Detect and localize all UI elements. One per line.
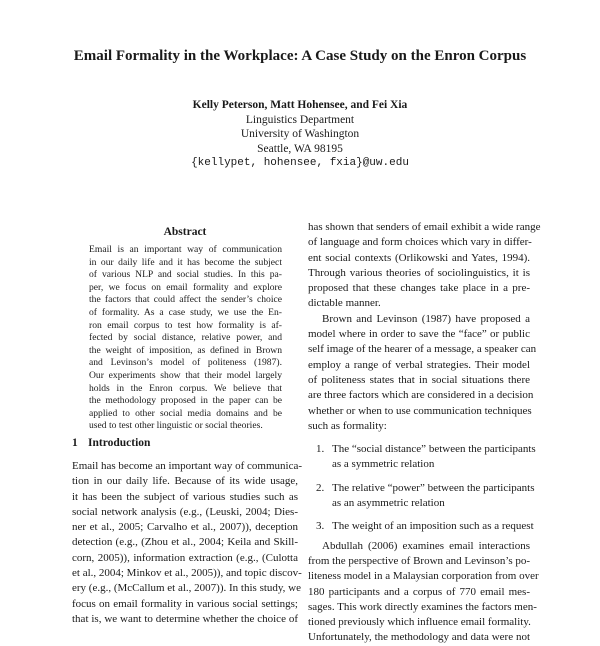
body-line: Through various theories of sociolinguistics, it is: [308, 266, 530, 279]
abstract-line: holds in the Enron corpus. We believe that: [89, 382, 282, 394]
abstract-line: and Levinson’s model of politeness (1987).: [89, 357, 282, 369]
list-number: 2.: [316, 481, 325, 494]
body-line: whether or when to use communication techniques: [308, 404, 532, 417]
body-line: model where in order to save the “face” or public: [308, 328, 530, 341]
abstract-line: the factors that could affect the sender’s choice: [89, 294, 282, 306]
abstract-line: ron email corpus to test how formality is af-: [89, 319, 282, 331]
section-heading-introduction: [72, 436, 298, 450]
abstract-text: [89, 244, 282, 433]
abstract-line: the methodology proposed in the paper can be: [89, 395, 282, 407]
list-line: The weight of an imposition such as a request: [332, 520, 534, 533]
body-line: 180 participants and a corpus of 770 email mes-: [308, 585, 530, 598]
body-line: are three factors which are considered in a decision: [308, 389, 534, 402]
body-line: proposed that these changes take place in a pre-: [308, 282, 530, 295]
list-item: [308, 481, 535, 512]
body-line: Email has become an important way of communica-: [72, 460, 303, 472]
list-line: as an asymmetric relation: [332, 497, 445, 510]
body-line: tion in our daily life. Because of its wide usage,: [72, 475, 298, 488]
body-line: ent social contexts (Orlikowski and Yates, 1994).: [308, 251, 530, 264]
body-line: corn, 2005)), information extraction (e.g., (Culotta: [72, 551, 298, 564]
abstract-line: of various NLP and social studies. In this pa-: [89, 269, 282, 281]
section-number: 1: [72, 437, 78, 449]
abstract-line: in our daily life and it has become the subject: [89, 256, 282, 268]
paper-title: Email Formality in the Workplace: A Case Study on the Enron Corpus: [73, 48, 527, 64]
list-line: as a symmetric relation: [332, 458, 435, 471]
body-line: self image of the hearer of a message, a speaker can: [308, 343, 537, 356]
paragraph-1: [308, 220, 541, 312]
affiliation-university: University of Washington: [240, 128, 360, 140]
introduction-text: [72, 459, 303, 627]
list-line: The “social distance” between the participants: [332, 443, 536, 456]
author-email: {kellypet, hohensee, fxia}@uw.edu: [191, 157, 409, 169]
body-line: tioned previously which influence email formality.: [308, 616, 531, 629]
body-line: detection (e.g., (Zhou et al., 2004; Keila and Skill-: [72, 536, 298, 549]
list-number: 1.: [316, 443, 325, 456]
body-line: from the perspective of Brown and Levinson’s po-: [308, 554, 531, 567]
abstract-line: per, we focus on email formality and explore: [89, 281, 282, 293]
body-line: dictable manner.: [308, 297, 381, 310]
abstract-heading: Abstract: [163, 226, 207, 238]
abstract-line: applied to other social media domains and be: [89, 407, 282, 419]
body-line: Abdullah (2006) examines email interactions: [322, 539, 530, 552]
list-item: [308, 519, 534, 534]
paragraph-2: [308, 312, 537, 434]
body-line: Brown and Levinson (1987) have proposed a: [322, 312, 530, 325]
body-line: employ a range of verbal strategies. Their model: [308, 358, 530, 371]
affiliation-department: Linguistics Department: [245, 113, 355, 126]
body-line: focus on email formality in various social settings;: [72, 597, 298, 610]
author-block: [0, 98, 600, 171]
body-line: has shown that senders of email exhibit a wide range: [308, 221, 541, 233]
body-line: such as formality:: [308, 419, 387, 432]
body-line: ery (e.g., (McCallum et al., 2007)). In this study, we: [72, 582, 302, 595]
affiliation-location: Seattle, WA 98195: [257, 142, 343, 155]
body-line: of language and form choices which vary in differ-: [308, 236, 532, 249]
body-line: sages. This work directly examines the factors men-: [308, 600, 537, 613]
abstract-line: Our experiments show that their model largely: [89, 369, 282, 381]
body-line: it has been the subject of various studies such as: [72, 490, 298, 503]
abstract-line: used to test other linguistic or social theories.: [89, 420, 263, 432]
body-line: Unfortunately, the methodology and data were not: [308, 631, 530, 644]
author-names: Kelly Peterson, Matt Hohensee, and Fei Xia: [192, 99, 408, 111]
list-number: 3.: [316, 520, 325, 533]
body-line: social network analysis (e.g., (Leuski, 2004; Dies-: [72, 505, 298, 518]
abstract-line: Email is an important way of communication: [89, 244, 282, 255]
body-line: liteness model in a Malaysian corporation from over: [308, 570, 539, 583]
body-line: that is, we want to determine whether the choice of: [72, 612, 298, 625]
body-line: et al., 2004; Minkov et al., 2005)), and topic discov-: [72, 567, 302, 580]
right-column-text: [308, 220, 541, 646]
abstract-line: the weight of imposition, as defined in Brown: [89, 344, 282, 356]
list-line: The relative “power” between the participants: [332, 481, 535, 494]
abstract-line: of formality. As a case study, we use the En-: [89, 306, 282, 318]
abstract-line: fected by social distance, relative power, and: [89, 332, 282, 344]
body-line: ner et al., 2005; Carvalho et al., 2007)), deception: [72, 521, 298, 534]
list-item: [308, 442, 536, 473]
body-line: of politeness states that in social situations there: [308, 373, 530, 386]
section-title: Introduction: [88, 437, 151, 449]
paragraph-3: [308, 539, 539, 646]
